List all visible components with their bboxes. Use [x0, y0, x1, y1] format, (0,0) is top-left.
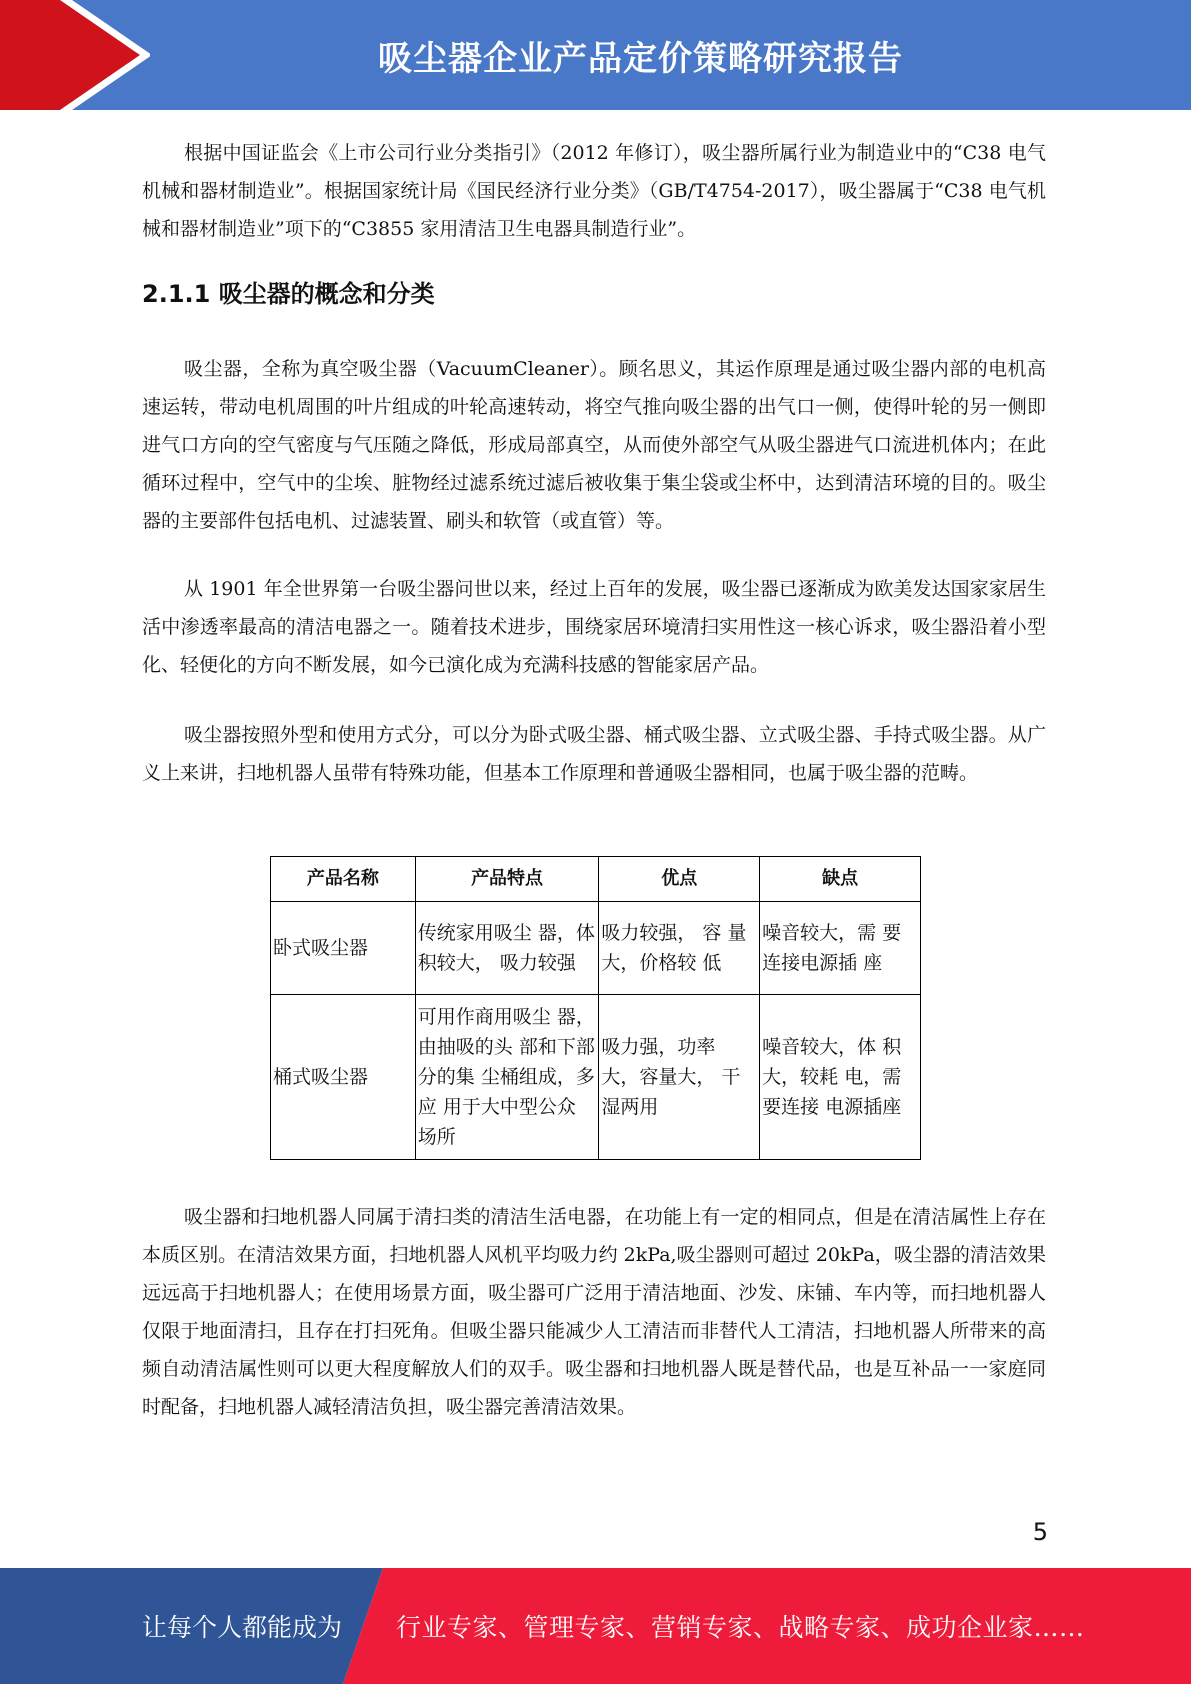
footer-slogan-left: 让每个人都能成为 [142, 1613, 343, 1642]
comparison-paragraph: 吸尘器和扫地机器人同属于清扫类的清洁生活电器，在功能上有一定的相同点，但是在清洁属性上存在本质区别。在清洁效果方面，扫地机器人风机平均吸力约 2kPa,吸尘器则可超过 20kPa，吸尘器的清洁效果远远高于扫地机器人；在使用场景方面，吸尘器可广泛用于清洁地面、沙发、床铺、车内等，而扫地机器人仅限于地面清扫，且存在打扫死角。但吸尘器只能减少人工清洁而非替代人工清洁，扫地机器人所带来的高频自动清洁属性则可以更大程度解放人们的双手。吸尘器和扫地机器人既是替代品，也是互补品一一家庭同时配备，扫地机器人减轻清洁负担，吸尘器完善清洁效果。 [142, 1206, 1046, 1418]
concept-paragraph: 吸尘器，全称为真空吸尘器（VacuumCleaner）。顾名思义，其运作原理是通过吸尘器内部的电机高速运转，带动电机周围的叶片组成的叶轮高速转动，将空气推向吸尘器的出气口一侧，使得叶轮的另一侧即进气口方向的空气密度与气压随之降低，形成局部真空，从而使外部空气从吸尘器进气口流进机体内；在此循环过程中，空气中的尘埃、脏物经过滤系统过滤后被收集于集尘袋或尘杯中，达到清洁环境的目的。吸尘器的主要部件包括电机、过滤装置、刷头和软管（或直管）等。 [142, 358, 1046, 532]
header-title: 吸尘器企业产品定价策略研究报告 [378, 38, 903, 79]
table-header-row [271, 857, 921, 902]
classification-paragraph: 吸尘器按照外型和使用方式分，可以分为卧式吸尘器、桶式吸尘器、立式吸尘器、手持式吸尘器。从广义上来讲，扫地机器人虽带有特殊功能，但基本工作原理和普通吸尘器相同，也属于吸尘器的范畴。 [142, 724, 1046, 784]
table-cell: 可用作商用吸尘 器，由抽吸的头 部和下部分的集 尘桶组成，多应 用于大中型公众 场所 [415, 995, 599, 1160]
product-comparison-table [270, 856, 921, 1160]
header-arrow-icon [0, 0, 150, 110]
table-header-cell: 缺点 [760, 857, 921, 902]
table-cell: 噪音较大，体 积大，较耗 电，需要连接 电源插座 [760, 995, 921, 1160]
table-cell: 吸力强，功率 大，容量大， 干湿两用 [599, 995, 760, 1160]
table-header-cell: 优点 [599, 857, 760, 902]
table-header-cell: 产品名称 [271, 857, 416, 902]
footer-slogan-right: 行业专家、管理专家、营销专家、战略专家、成功企业家…… [396, 1613, 1085, 1642]
history-paragraph: 从 1901 年全世界第一台吸尘器问世以来，经过上百年的发展，吸尘器已逐渐成为欧美发达国家家居生活中渗透率最高的清洁电器之一。随着技术进步，围绕家居环境清扫实用性这一核心诉求，吸尘器沿着小型化、轻便化的方向不断发展，如今已演化成为充满科技感的智能家居产品。 [142, 578, 1046, 676]
table-cell: 桶式吸尘器 [271, 995, 416, 1160]
table-row [271, 902, 921, 995]
table-cell: 卧式吸尘器 [271, 902, 416, 995]
intro-paragraph: 根据中国证监会《上市公司行业分类指引》（2012 年修订），吸尘器所属行业为制造业中的“C38 电气机械和器材制造业”。根据国家统计局《国民经济行业分类》（GB/T4754-2017），吸尘器属于“C38 电气机械和器材制造业”项下的“C3855 家用清洁卫生电器具制造行业”。 [142, 142, 1046, 240]
page-header [0, 0, 1191, 110]
table-cell: 吸力较强， 容 量大，价格较 低 [599, 902, 760, 995]
table-row [271, 995, 921, 1160]
table-cell: 传统家用吸尘 器，体积较大， 吸力较强 [415, 902, 599, 995]
section-title: 2.1.1 吸尘器的概念和分类 [142, 280, 435, 308]
page-number: 5 [1032, 1518, 1048, 1546]
table-cell: 噪音较大，需 要连接电源插 座 [760, 902, 921, 995]
page-footer [0, 1568, 1191, 1684]
table-header-cell: 产品特点 [415, 857, 599, 902]
